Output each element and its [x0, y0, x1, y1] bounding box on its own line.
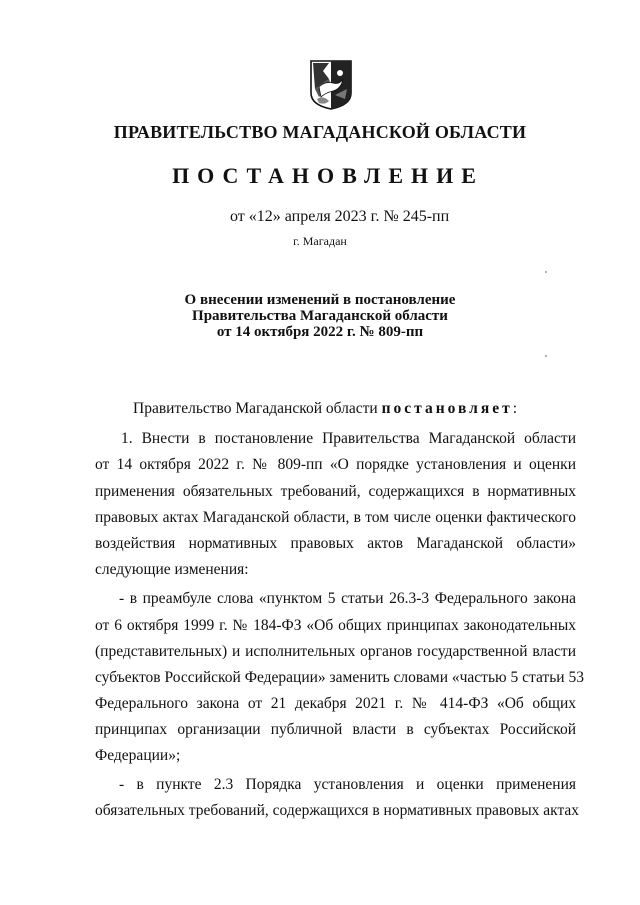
body-line: применения обязательных требований, содержащихся в нормативных	[95, 483, 576, 500]
subject-line-2: Правительства Магаданской области	[192, 308, 448, 324]
body-line: Федерации»;	[95, 747, 181, 764]
body-line: от 6 октября 1999 г. № 184-ФЗ «Об общих принципах законодательных	[95, 617, 576, 634]
body-line: субъектов Российской Федерации» заменить словами «частью 5 статьи 53	[95, 669, 584, 686]
body-line: - в пункте 2.3 Порядка установления и оценки применения	[119, 776, 576, 793]
coat-of-arms-emblem	[309, 59, 353, 111]
intro-line	[133, 400, 576, 420]
intro-prefix: Правительство Магаданской области	[133, 400, 382, 417]
document-date-number: от «12» апреля 2023 г. № 245-пп	[230, 208, 450, 225]
body-line: от 14 октября 2022 г. № 809-пп «О порядке установления и оценки	[95, 456, 576, 473]
intro-suffix: :	[512, 400, 518, 417]
scan-mark	[545, 271, 547, 273]
body-line: принципах организации публичной власти в субъектах Российской	[95, 721, 576, 738]
document-type-title: ПОСТАНОВЛЕНИЕ	[172, 163, 484, 188]
body-line: Федерального закона от 21 декабря 2021 г. № 414-ФЗ «Об общих	[95, 695, 576, 712]
intro-keyword: постановляет	[381, 400, 513, 417]
body-line: (представительных) и исполнительных органов государственной власти	[95, 643, 576, 660]
document-body	[95, 398, 584, 838]
document-subject	[0, 292, 640, 340]
body-line: 1. Внести в постановление Правительства Магаданской области	[121, 430, 576, 447]
subject-line-3: от 14 октября 2022 г. № 809-пп	[216, 324, 424, 340]
subject-line-1: О внесении изменений в постановление	[184, 292, 456, 308]
body-line: следующие изменения:	[95, 561, 249, 578]
government-title: ПРАВИТЕЛЬСТВО МАГАДАНСКОЙ ОБЛАСТИ	[113, 122, 527, 142]
document-city: г. Магадан	[293, 234, 347, 248]
body-line: обязательных требований, содержащихся в нормативных правовых актах	[95, 802, 580, 819]
body-line: воздействия нормативных правовых актов Магаданской области»	[95, 535, 576, 552]
body-line: - в преамбуле слова «пунктом 5 статьи 26.3-3 Федерального закона	[119, 590, 576, 607]
scan-mark	[545, 355, 547, 357]
body-line: правовых актах Магаданской области, в том числе оценки фактического	[95, 509, 576, 526]
